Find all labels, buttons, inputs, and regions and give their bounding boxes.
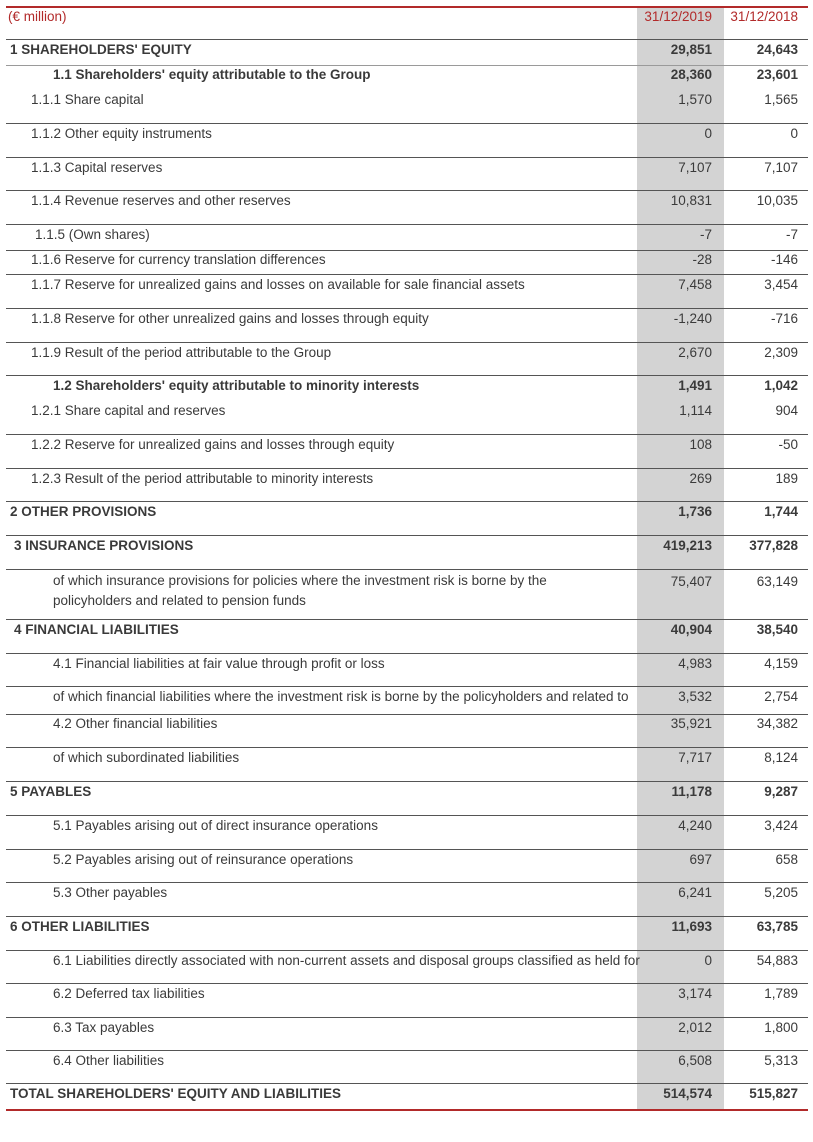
- row-label: 1.1.1 Share capital: [31, 92, 144, 107]
- row-value-2018: 1,565: [764, 92, 798, 107]
- row-value-2019: 35,921: [670, 716, 712, 731]
- header-rule: [6, 39, 808, 40]
- row-value-2018: 9,287: [764, 784, 798, 799]
- row-value-2019: 11,178: [671, 784, 712, 799]
- row-value-2018: 1,789: [764, 986, 798, 1001]
- row-value-2019: -28: [692, 252, 712, 267]
- row-rule: [6, 224, 808, 225]
- row-rule: [6, 274, 808, 275]
- row-label: of which financial liabilities where the investment risk is borne by the policyholders and related to: [53, 689, 629, 704]
- row-rule: [6, 1017, 808, 1018]
- row-value-2018: 4,159: [764, 656, 798, 671]
- row-value-2019: 4,240: [678, 818, 712, 833]
- row-value-2019: 0: [704, 953, 712, 968]
- row-rule: [6, 157, 808, 158]
- row-value-2018: 189: [775, 471, 798, 486]
- row-rule: [6, 653, 808, 654]
- row-label: 3 INSURANCE PROVISIONS: [14, 538, 194, 553]
- row-value-2018: -146: [770, 252, 798, 267]
- row-rule: [6, 747, 808, 748]
- row-label: 4.2 Other financial liabilities: [53, 716, 218, 731]
- row-rule: [6, 815, 808, 816]
- row-value-2019: 75,407: [670, 574, 712, 589]
- row-value-2018: 5,205: [764, 885, 798, 900]
- total-value-2019: 514,574: [663, 1086, 712, 1101]
- row-rule: [6, 619, 808, 620]
- row-value-2018: 23,601: [756, 67, 798, 82]
- row-value-2019: 697: [689, 852, 712, 867]
- row-rule: [6, 882, 808, 883]
- row-value-2018: 24,643: [756, 42, 798, 57]
- row-label: 5.1 Payables arising out of direct insurance operations: [53, 818, 378, 833]
- row-value-2018: 63,149: [756, 574, 798, 589]
- total-value-2018: 515,827: [749, 1086, 798, 1101]
- row-label: 1.1.6 Reserve for currency translation differences: [31, 252, 326, 267]
- row-value-2019: 29,851: [670, 42, 712, 57]
- row-rule: [6, 983, 808, 984]
- row-rule: [6, 342, 808, 343]
- row-label: 1.1.4 Revenue reserves and other reserves: [31, 193, 291, 208]
- row-rule: [6, 190, 808, 191]
- row-value-2018: 377,828: [749, 538, 798, 553]
- row-value-2019: 4,983: [678, 656, 712, 671]
- row-label: 1.2.3 Result of the period attributable to minority interests: [31, 471, 374, 486]
- row-rule: [6, 1050, 808, 1051]
- row-value-2018: 3,424: [764, 818, 798, 833]
- row-rule: [6, 916, 808, 917]
- row-value-2018: 1,800: [764, 1020, 798, 1035]
- row-value-2018: 0: [790, 126, 798, 141]
- row-value-2019: 1,114: [679, 403, 712, 418]
- row-rule: [6, 501, 808, 502]
- column-header-2019: 31/12/2019: [644, 9, 712, 24]
- row-rule: [6, 535, 808, 536]
- row-value-2019: 7,717: [678, 750, 712, 765]
- row-rule: [6, 375, 808, 376]
- row-label: 1.1.5 (Own shares): [35, 227, 150, 242]
- row-rule: [6, 714, 808, 715]
- row-value-2019: -1,240: [673, 311, 712, 326]
- row-rule: [6, 781, 808, 782]
- row-label: 2 OTHER PROVISIONS: [10, 504, 157, 519]
- row-rule: [6, 468, 808, 469]
- row-label: 1 SHAREHOLDERS' EQUITY: [10, 42, 192, 57]
- row-value-2018: 3,454: [764, 277, 798, 292]
- top-rule: [6, 6, 808, 8]
- row-value-2019: 3,532: [678, 689, 712, 704]
- row-value-2019: 6,508: [678, 1053, 712, 1068]
- row-value-2018: 63,785: [756, 919, 798, 934]
- row-label: 4.1 Financial liabilities at fair value through profit or loss: [53, 656, 385, 671]
- row-rule: [6, 65, 808, 66]
- row-rule: [6, 123, 808, 124]
- row-label: 1.1.9 Result of the period attributable to the Group: [31, 345, 332, 360]
- row-label: 6.4 Other liabilities: [53, 1053, 165, 1068]
- row-value-2019: 2,012: [678, 1020, 712, 1035]
- row-label: 1.1.8 Reserve for other unrealized gains and losses through equity: [31, 311, 429, 326]
- row-value-2019: 0: [704, 126, 712, 141]
- row-value-2019: 269: [689, 471, 712, 486]
- bottom-rule: [6, 1109, 808, 1111]
- row-rule: [6, 569, 808, 570]
- row-value-2018: 5,313: [764, 1053, 798, 1068]
- row-label: 1.1.3 Capital reserves: [31, 160, 163, 175]
- row-value-2019: 1,491: [678, 378, 712, 393]
- row-value-2018: 8,124: [764, 750, 798, 765]
- row-value-2019: 1,736: [678, 504, 712, 519]
- row-label: 1.2 Shareholders' equity attributable to minority interests: [53, 378, 420, 393]
- row-value-2018: -7: [785, 227, 798, 242]
- row-value-2019: 7,107: [678, 160, 712, 175]
- unit-label: (€ million): [8, 9, 67, 24]
- row-rule: [6, 950, 808, 951]
- row-value-2019: 2,670: [678, 345, 712, 360]
- row-label: 1.1.7 Reserve for unrealized gains and losses on available for sale financial assets: [31, 277, 525, 292]
- row-value-2018: 904: [775, 403, 798, 418]
- row-value-2018: 10,035: [756, 193, 798, 208]
- row-value-2018: 54,883: [756, 953, 798, 968]
- row-label: 6.1 Liabilities directly associated with non-current assets and disposal groups classified as held for: [53, 953, 640, 968]
- row-rule: [6, 1083, 808, 1084]
- row-value-2018: 658: [775, 852, 798, 867]
- row-value-2019: 10,831: [670, 193, 712, 208]
- row-value-2019: 28,360: [670, 67, 712, 82]
- row-value-2019: 1,570: [678, 92, 712, 107]
- row-value-2018: 1,042: [764, 378, 798, 393]
- row-label: of which insurance provisions for policies where the investment risk is borne by the policyholders and related to pension funds: [53, 573, 547, 608]
- column-header-2018: 31/12/2018: [730, 9, 798, 24]
- row-label: 6.2 Deferred tax liabilities: [53, 986, 205, 1001]
- row-value-2018: 1,744: [764, 504, 798, 519]
- row-label: 1.1.2 Other equity instruments: [31, 126, 212, 141]
- row-label: 6.3 Tax payables: [53, 1020, 155, 1035]
- row-value-2019: 108: [689, 437, 712, 452]
- row-value-2019: 40,904: [670, 622, 712, 637]
- row-label: 4 FINANCIAL LIABILITIES: [14, 622, 179, 637]
- row-label: 1.1 Shareholders' equity attributable to the Group: [53, 67, 371, 82]
- row-label: 5.2 Payables arising out of reinsurance operations: [53, 852, 354, 867]
- row-label: 1.2.1 Share capital and reserves: [31, 403, 226, 418]
- row-value-2019: 11,693: [671, 919, 712, 934]
- row-rule: [6, 434, 808, 435]
- row-label: 1.2.2 Reserve for unrealized gains and losses through equity: [31, 437, 395, 452]
- row-value-2019: 3,174: [678, 986, 712, 1001]
- row-value-2018: 34,382: [756, 716, 798, 731]
- row-value-2019: -7: [699, 227, 712, 242]
- row-value-2019: 419,213: [663, 538, 712, 553]
- row-value-2018: 7,107: [764, 160, 798, 175]
- row-label: 6 OTHER LIABILITIES: [10, 919, 150, 934]
- row-value-2019: 7,458: [678, 277, 712, 292]
- row-label: of which subordinated liabilities: [53, 750, 240, 765]
- row-value-2018: -50: [778, 437, 798, 452]
- row-rule: [6, 686, 808, 687]
- row-value-2018: -716: [770, 311, 798, 326]
- row-value-2019: 6,241: [678, 885, 712, 900]
- total-label: TOTAL SHAREHOLDERS' EQUITY AND LIABILITIES: [10, 1086, 341, 1101]
- row-label: 5.3 Other payables: [53, 885, 168, 900]
- row-value-2018: 38,540: [756, 622, 798, 637]
- row-label: 5 PAYABLES: [10, 784, 92, 799]
- row-value-2018: 2,754: [764, 689, 798, 704]
- row-value-2018: 2,309: [764, 345, 798, 360]
- row-rule: [6, 308, 808, 309]
- row-rule: [6, 250, 808, 251]
- row-rule: [6, 849, 808, 850]
